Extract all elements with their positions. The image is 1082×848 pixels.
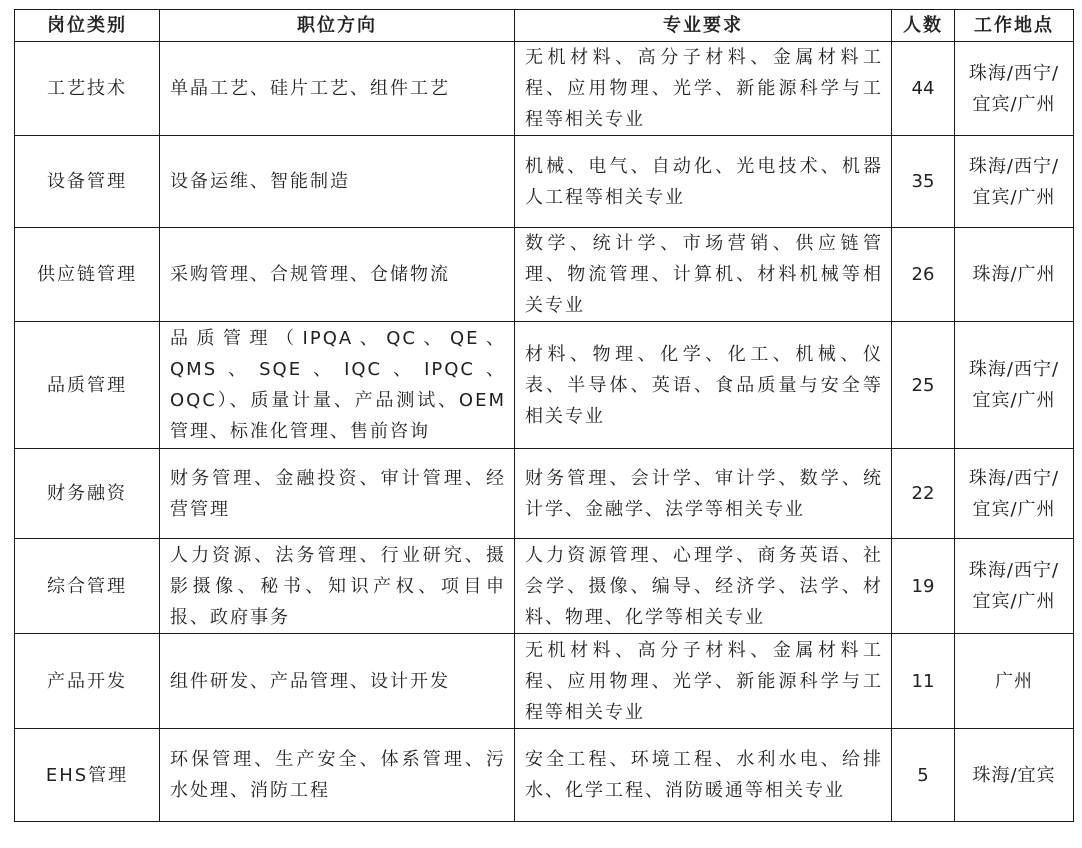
row-requirements: 无机材料、高分子材料、金属材料工程、应用物理、光学、新能源科学与工程等相关专业	[515, 634, 892, 729]
row-category: 产品开发	[15, 634, 160, 729]
header-requirements: 专业要求	[515, 10, 892, 42]
row-direction: 设备运维、智能制造	[160, 136, 515, 228]
table-row	[15, 136, 1074, 228]
row-category: 供应链管理	[15, 228, 160, 322]
table-row	[15, 322, 1074, 449]
row-category: 综合管理	[15, 539, 160, 634]
table-header-row	[15, 10, 1074, 42]
row-location: 珠海/宜宾	[955, 729, 1074, 822]
row-category: 工艺技术	[15, 42, 160, 136]
row-location: 珠海/广州	[955, 228, 1074, 322]
row-requirements: 人力资源管理、心理学、商务英语、社会学、摄像、编导、经济学、法学、材料、物理、化学等相关专业	[515, 539, 892, 634]
row-category: 财务融资	[15, 449, 160, 539]
header-count: 人数	[892, 10, 955, 42]
row-count: 35	[892, 136, 955, 228]
row-location: 广州	[955, 634, 1074, 729]
row-requirements: 安全工程、环境工程、水利水电、给排水、化学工程、消防暖通等相关专业	[515, 729, 892, 822]
table-row	[15, 539, 1074, 634]
header-location: 工作地点	[955, 10, 1074, 42]
table-row	[15, 729, 1074, 822]
table-row	[15, 42, 1074, 136]
row-count: 44	[892, 42, 955, 136]
row-count: 19	[892, 539, 955, 634]
row-direction: 人力资源、法务管理、行业研究、摄影摄像、秘书、知识产权、项目申报、政府事务	[160, 539, 515, 634]
row-requirements: 无机材料、高分子材料、金属材料工程、应用物理、光学、新能源科学与工程等相关专业	[515, 42, 892, 136]
row-direction: 财务管理、金融投资、审计管理、经营管理	[160, 449, 515, 539]
row-location: 珠海/西宁/宜宾/广州	[955, 322, 1074, 449]
row-direction: 品质管理（IPQA、QC、QE、QMS、SQE、IQC、IPQC、OQC）、质量计量、产品测试、OEM管理、标准化管理、售前咨询	[160, 322, 515, 449]
row-location: 珠海/西宁/宜宾/广州	[955, 539, 1074, 634]
row-location: 珠海/西宁/宜宾/广州	[955, 42, 1074, 136]
row-location: 珠海/西宁/宜宾/广州	[955, 136, 1074, 228]
row-direction: 环保管理、生产安全、体系管理、污水处理、消防工程	[160, 729, 515, 822]
row-count: 25	[892, 322, 955, 449]
row-category: 设备管理	[15, 136, 160, 228]
row-requirements: 财务管理、会计学、审计学、数学、统计学、金融学、法学等相关专业	[515, 449, 892, 539]
row-requirements: 机械、电气、自动化、光电技术、机器人工程等相关专业	[515, 136, 892, 228]
row-requirements: 材料、物理、化学、化工、机械、仪表、半导体、英语、食品质量与安全等相关专业	[515, 322, 892, 449]
header-category: 岗位类别	[15, 10, 160, 42]
row-category: EHS管理	[15, 729, 160, 822]
row-direction: 单晶工艺、硅片工艺、组件工艺	[160, 42, 515, 136]
row-direction: 采购管理、合规管理、仓储物流	[160, 228, 515, 322]
row-direction: 组件研发、产品管理、设计开发	[160, 634, 515, 729]
recruitment-table	[14, 9, 1074, 822]
recruitment-table-container	[14, 9, 1074, 822]
table-row	[15, 449, 1074, 539]
row-requirements: 数学、统计学、市场营销、供应链管理、物流管理、计算机、材料机械等相关专业	[515, 228, 892, 322]
row-count: 5	[892, 729, 955, 822]
row-category: 品质管理	[15, 322, 160, 449]
row-count: 26	[892, 228, 955, 322]
row-count: 22	[892, 449, 955, 539]
row-count: 11	[892, 634, 955, 729]
table-row	[15, 228, 1074, 322]
row-location: 珠海/西宁/宜宾/广州	[955, 449, 1074, 539]
header-direction: 职位方向	[160, 10, 515, 42]
table-row	[15, 634, 1074, 729]
